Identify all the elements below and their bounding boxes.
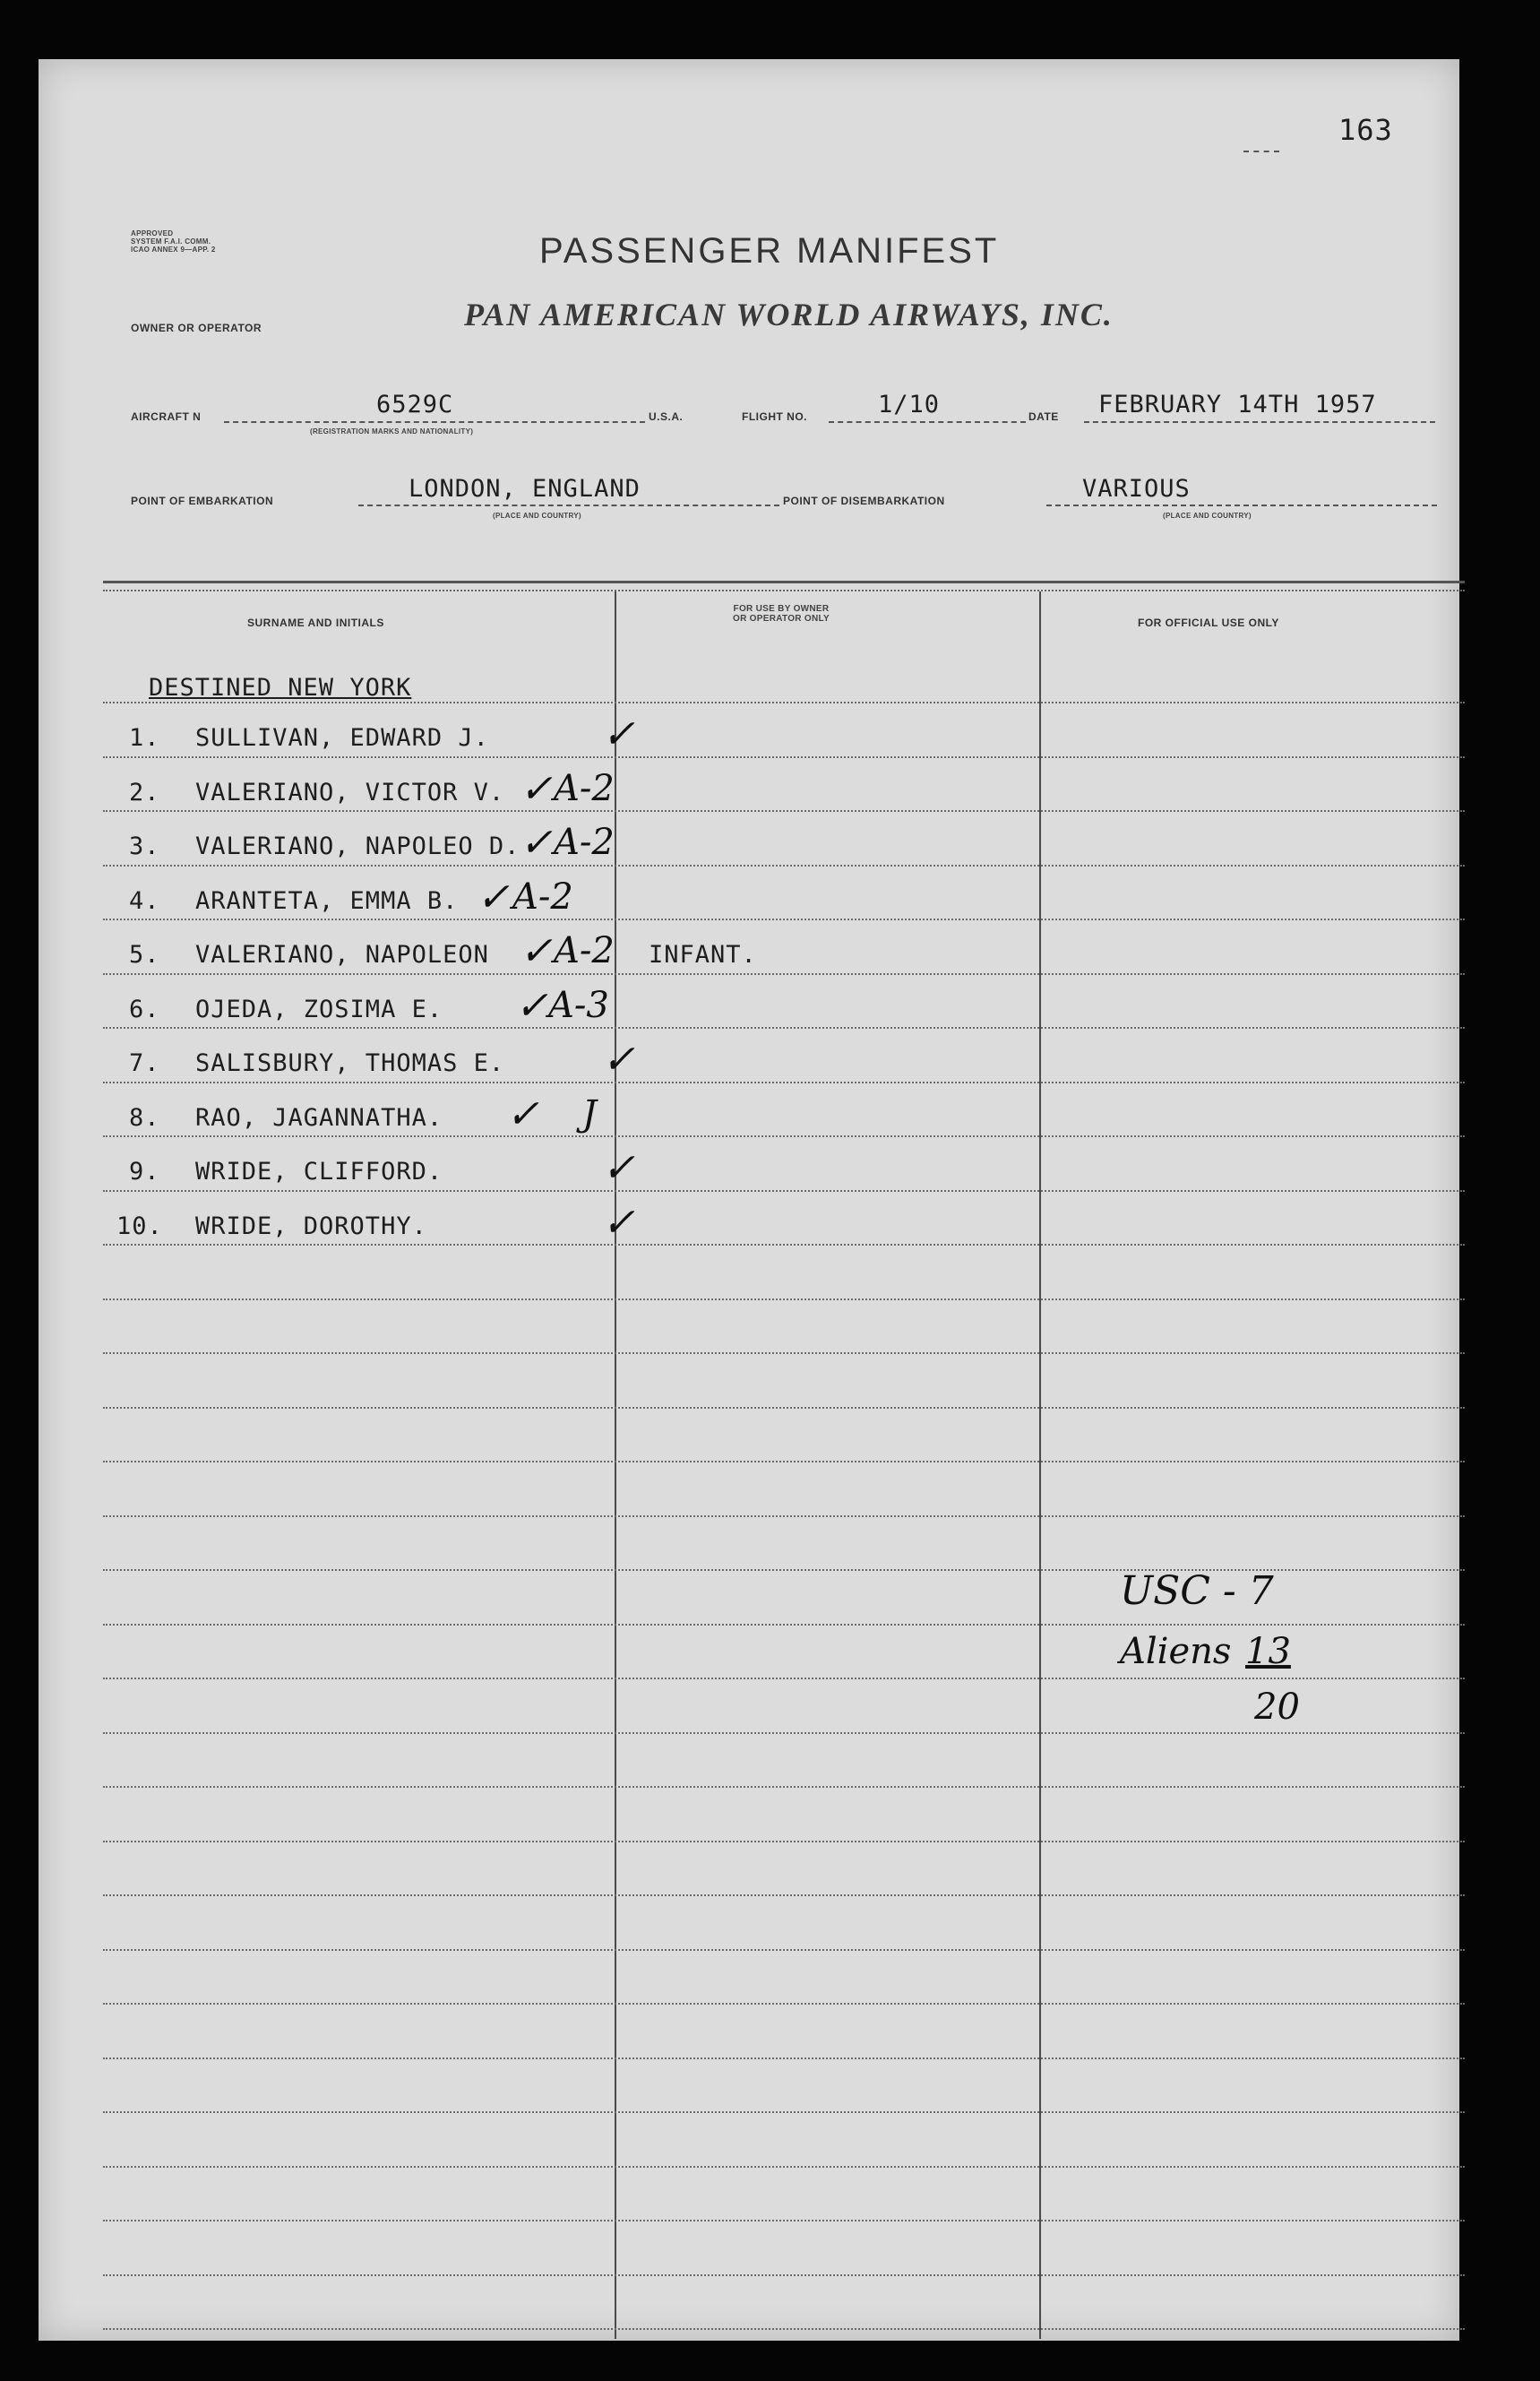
column-header-official-use: FOR OFFICIAL USE ONLY [1138, 617, 1279, 629]
passenger-name: WRIDE, CLIFFORD. [195, 1158, 443, 1186]
ruled-line [103, 2003, 1465, 2005]
visa-class-mark: A-3 [548, 985, 609, 1026]
ruled-line [103, 865, 1465, 867]
visa-class-mark: A-2 [554, 822, 615, 863]
ruled-line [103, 2166, 1465, 2168]
column-header-owner-use: FOR USE BY OWNER OR OPERATOR ONLY [733, 604, 830, 624]
passenger-name: OJEDA, ZOSIMA E. [195, 996, 443, 1023]
tally-usc: USC - 7 [1120, 1568, 1274, 1614]
passenger-number: 1. [129, 724, 160, 752]
column-divider-1 [615, 591, 616, 2339]
passenger-note: INFANT. [649, 941, 757, 969]
visa-class-mark: A-2 [554, 930, 615, 971]
passenger-number: 8. [129, 1104, 160, 1132]
ruled-line [103, 1407, 1465, 1409]
visa-class-mark: A-2 [512, 876, 573, 918]
passenger-number: 3. [129, 832, 160, 860]
passenger-name: WRIDE, DOROTHY. [195, 1212, 427, 1240]
owner-label: OWNER OR OPERATOR [131, 322, 262, 334]
check-mark-icon: ✓ [602, 712, 635, 757]
embark-sublabel: (PLACE AND COUNTRY) [493, 512, 581, 520]
check-mark-icon: ✓ [506, 1091, 539, 1137]
page-number: 163 [1338, 113, 1393, 147]
passenger-number: 6. [129, 996, 160, 1023]
date-label: DATE [1028, 410, 1059, 423]
ruled-line [103, 1461, 1465, 1462]
ruled-line [103, 1841, 1465, 1842]
column-divider-2 [1039, 591, 1041, 2339]
tally-aliens-label: Aliens [1120, 1631, 1232, 1672]
tally-aliens-value: 13 [1245, 1631, 1291, 1672]
ruled-line [103, 1949, 1465, 1951]
aircraft-sublabel: (REGISTRATION MARKS AND NATIONALITY) [310, 427, 474, 436]
passenger-number: 2. [129, 779, 160, 807]
ruled-line [103, 1027, 1465, 1029]
passenger-name: ARANTETA, EMMA B. [195, 887, 459, 915]
check-mark-icon: ✓ [520, 766, 553, 812]
ruled-line [103, 1732, 1465, 1734]
ruled-line [103, 973, 1465, 975]
check-mark-icon: ✓ [477, 875, 510, 920]
destination-heading: DESTINED NEW YORK [149, 674, 412, 702]
ruled-line [103, 1515, 1465, 1517]
ruled-line [103, 1678, 1465, 1679]
ruled-line [103, 2111, 1465, 2113]
check-mark-icon: ✓ [515, 983, 548, 1029]
tally-total: 20 [1254, 1687, 1300, 1728]
page-number-dash [1243, 151, 1279, 152]
check-mark-icon: ✓ [602, 1200, 635, 1246]
check-mark-icon: ✓ [602, 1145, 635, 1191]
visa-class-mark: J [582, 1093, 598, 1134]
passenger-name: VALERIANO, NAPOLEO D. [195, 832, 521, 860]
usa-label: U.S.A. [649, 410, 684, 423]
ruled-line [103, 2274, 1465, 2276]
ruled-line [103, 810, 1465, 812]
disembark-sublabel: (PLACE AND COUNTRY) [1163, 512, 1252, 520]
ruled-line [103, 1352, 1465, 1354]
passenger-name: VALERIANO, NAPOLEON [195, 941, 489, 969]
ruled-line [103, 2328, 1465, 2330]
ruled-line [103, 1894, 1465, 1896]
ruled-line [103, 1082, 1465, 1083]
ruled-line [103, 1190, 1465, 1192]
passenger-number: 9. [129, 1158, 160, 1186]
ruled-line [103, 1624, 1465, 1626]
ruled-line [103, 1244, 1465, 1246]
flight-label: FLIGHT NO. [742, 410, 807, 423]
passenger-number: 4. [129, 887, 160, 915]
embark-label: POINT OF EMBARKATION [131, 495, 274, 507]
flight-value: 1/10 [878, 391, 941, 418]
passenger-name: VALERIANO, VICTOR V. [195, 779, 505, 807]
passenger-number: 10. [116, 1212, 163, 1240]
ruled-line [103, 1135, 1465, 1137]
check-mark-icon: ✓ [520, 928, 553, 974]
embark-value: LONDON, ENGLAND [409, 475, 641, 503]
ruled-line [103, 2057, 1465, 2059]
passenger-name: SALISBURY, THOMAS E. [195, 1049, 505, 1077]
passenger-name: SULLIVAN, EDWARD J. [195, 724, 489, 752]
ruled-line [103, 1298, 1465, 1300]
ruled-line [103, 1786, 1465, 1788]
ruled-line [103, 702, 1465, 703]
ruled-line [103, 2220, 1465, 2221]
page-title: PASSENGER MANIFEST [539, 231, 1000, 271]
visa-class-mark: A-2 [554, 768, 615, 809]
passenger-number: 5. [129, 941, 160, 969]
date-value: FEBRUARY 14TH 1957 [1098, 391, 1377, 418]
ruled-line [103, 756, 1465, 758]
aircraft-value: 6529C [376, 391, 454, 418]
aircraft-label: AIRCRAFT N [131, 410, 202, 423]
column-header-surname: SURNAME AND INITIALS [247, 617, 384, 629]
approval-stamp: APPROVED SYSTEM F.A.I. COMM. ICAO ANNEX 9—APP. 2 [131, 229, 216, 254]
check-mark-icon: ✓ [602, 1037, 635, 1083]
owner-value: PAN AMERICAN WORLD AIRWAYS, INC. [464, 297, 1114, 332]
passenger-number: 7. [129, 1049, 160, 1077]
ruled-line [103, 919, 1465, 920]
disembark-label: POINT OF DISEMBARKATION [783, 495, 945, 507]
check-mark-icon: ✓ [520, 820, 553, 866]
passenger-name: RAO, JAGANNATHA. [195, 1104, 443, 1132]
disembark-value: VARIOUS [1082, 475, 1191, 503]
